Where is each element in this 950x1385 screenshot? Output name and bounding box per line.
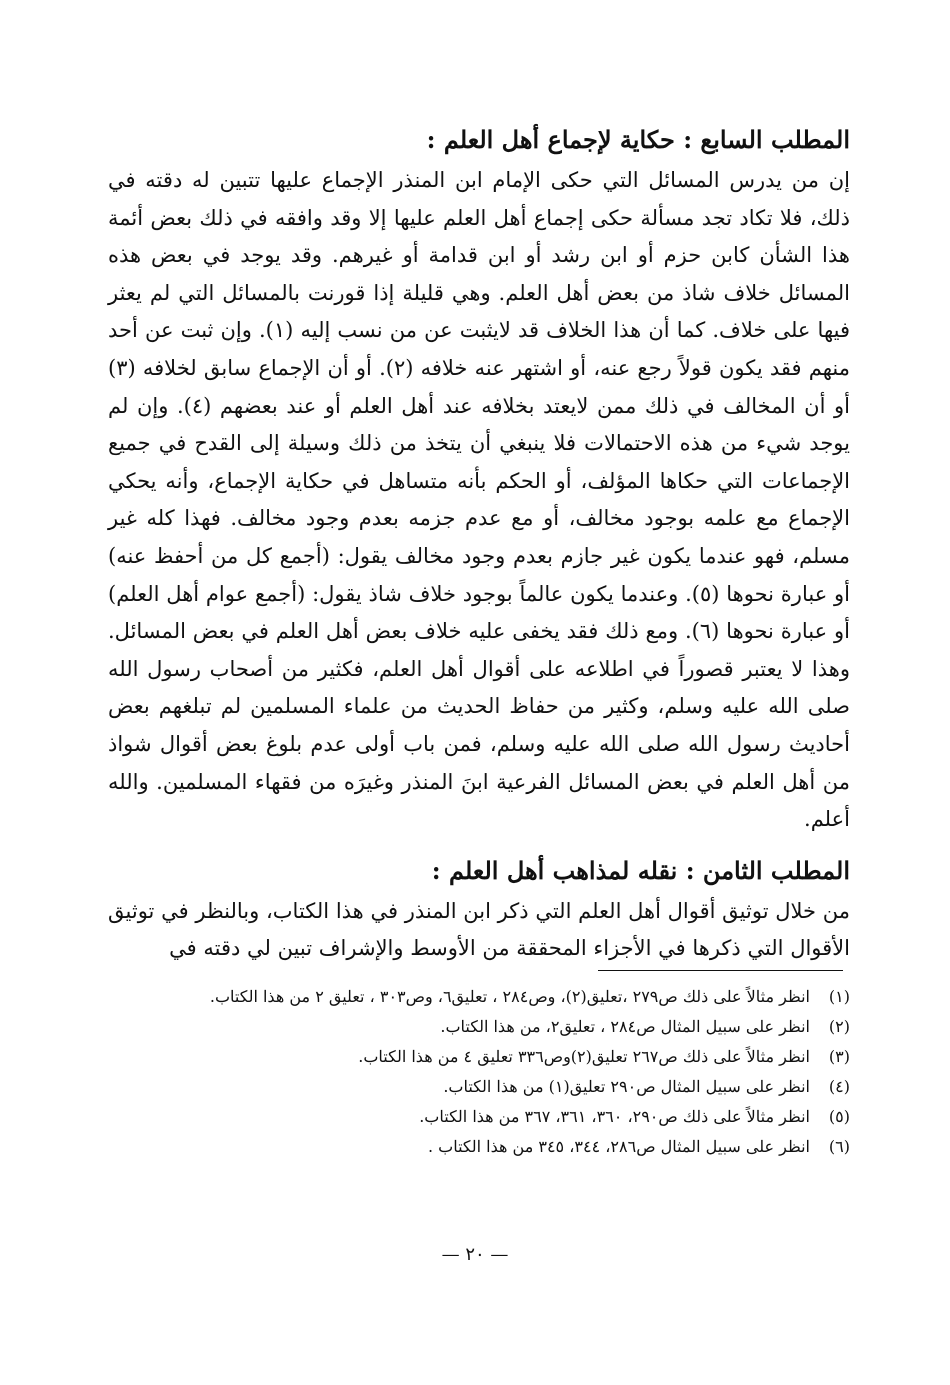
footnotes [108, 982, 850, 1162]
footnote-number: (١) [828, 987, 850, 1006]
main-text [108, 118, 850, 968]
footnote [108, 1072, 850, 1102]
section-heading: المطلب السابع : حكاية لإجماع أهل العلم : [426, 125, 850, 154]
footnote [108, 1042, 850, 1072]
footnote [108, 1102, 850, 1132]
footnote-separator [598, 970, 843, 971]
footnote-text: انظر على سبيل المثال ص٢٩٠ تعليق(١) من هذا الكتاب. [443, 1077, 810, 1096]
footnote [108, 982, 850, 1012]
footnote-number: (٢) [828, 1017, 850, 1036]
page-number: — ٢٠ — [441, 1244, 509, 1265]
footnote-number: (٤) [828, 1077, 850, 1096]
paragraph: إن من يدرس المسائل التي حكى الإمام ابن المنذر الإجماع عليها تتبين له دقته في ذلك، فلا تكاد تجد مسألة حكى إجماع أهل العلم عليها إلا وقد وافقه في ذلك بعض أئمة هذا الشأن كابن حزم أو ابن رشد أو ابن قدامة أو غيرهم. وقد يوجد في بعض هذه المسائل خلاف شاذ من بعض أهل العلم. وهي قليلة إذا قورنت بالمسائل التي لم يعثر فيها على خلاف. كما أن هذا الخلاف قد لايثبت عن من نسب إليه (١). وإن ثبت عن أحد منهم فقد يكون قولاً رجع عنه، أو اشتهر عنه خلافه (٢). أو أن الإجماع سابق لخلافه (٣) أو أن المخالف في ذلك ممن لايعتد بخلافه عند أهل العلم أو عند بعضهم (٤). وإن لم يوجد شيء من هذه الاحتمالات فلا ينبغي أن يتخذ من ذلك وسيلة إلى القدح في جميع الإجماعات التي حكاها المؤلف، أو الحكم بأنه متساهل في حكاية الإجماع، وأنه يحكي الإجماع مع علمه بوجود مخالف، أو مع عدم جزمه بعدم وجود مخالف. فهذا كله غير مسلم، فهو عندما يكون غير جازم بعدم وجود مخالف يقول: (أجمع كل من أحفظ عنه) أو عبارة نحوها (٥). وعندما يكون عالماً بوجود خلاف شاذ يقول: (أجمع عوام أهل العلم) أو عبارة نحوها (٦). ومع ذلك فقد يخفى عليه خلاف بعض أهل العلم في بعض المسائل. وهذا لا يعتبر قصوراً في اطلاعه على أقوال أهل العلم، فكثير من أصحاب رسول الله صلى الله عليه وسلم، وكثير من حفاظ الحديث من علماء المسلمين لم تبلغهم بعض أحاديث رسول الله صلى الله عليه وسلم، فمن باب أولى عدم بلوغ بعض أقوال شواذ من أهل العلم في بعض المسائل الفرعية ابنَ المنذر وغيرَه من فقهاء المسلمين. والله أعلم. [108, 168, 851, 832]
footnote [108, 1012, 850, 1042]
footnote-text: انظر على سبيل المثال ص٢٨٤ ، تعليق٢، من هذا الكتاب. [440, 1017, 810, 1036]
paragraph: من خلال توثيق أقوال أهل العلم التي ذكر ابن المنذر في هذا الكتاب، وبالنظر في توثيق الأقوال التي ذكرها في الأجزاء المحققة من الأوسط والإشراف تبين لي دقته في [108, 898, 850, 961]
footnote-number: (٣) [828, 1047, 850, 1066]
footnote-text: انظر على سبيل المثال ص٢٨٦، ٣٤٤، ٣٤٥ من هذا الكتاب . [427, 1137, 810, 1156]
footnote-number: (٥) [828, 1107, 850, 1126]
section-heading: المطلب الثامن : نقله لمذاهب أهل العلم : [431, 855, 850, 885]
footnote-number: (٦) [828, 1137, 850, 1156]
footnote-text: انظر مثالاً على ذلك ص٢٦٧ تعليق(٢)وص٣٣٦ تعليق ٤ من هذا الكتاب. [358, 1047, 810, 1066]
footnote-text: انظر مثالاً على ذلك ص٢٩٠، ٣٦٠، ٣٦١، ٣٦٧ من هذا الكتاب. [419, 1107, 810, 1126]
footnote-text: انظر مثالاً على ذلك ص٢٧٩ ،تعليق(٢)، وص٢٨٤ ، تعليق٦، وص٣٠٣ ، تعليق ٢ من هذا الكتاب. [209, 987, 810, 1006]
footnote [108, 1132, 850, 1162]
